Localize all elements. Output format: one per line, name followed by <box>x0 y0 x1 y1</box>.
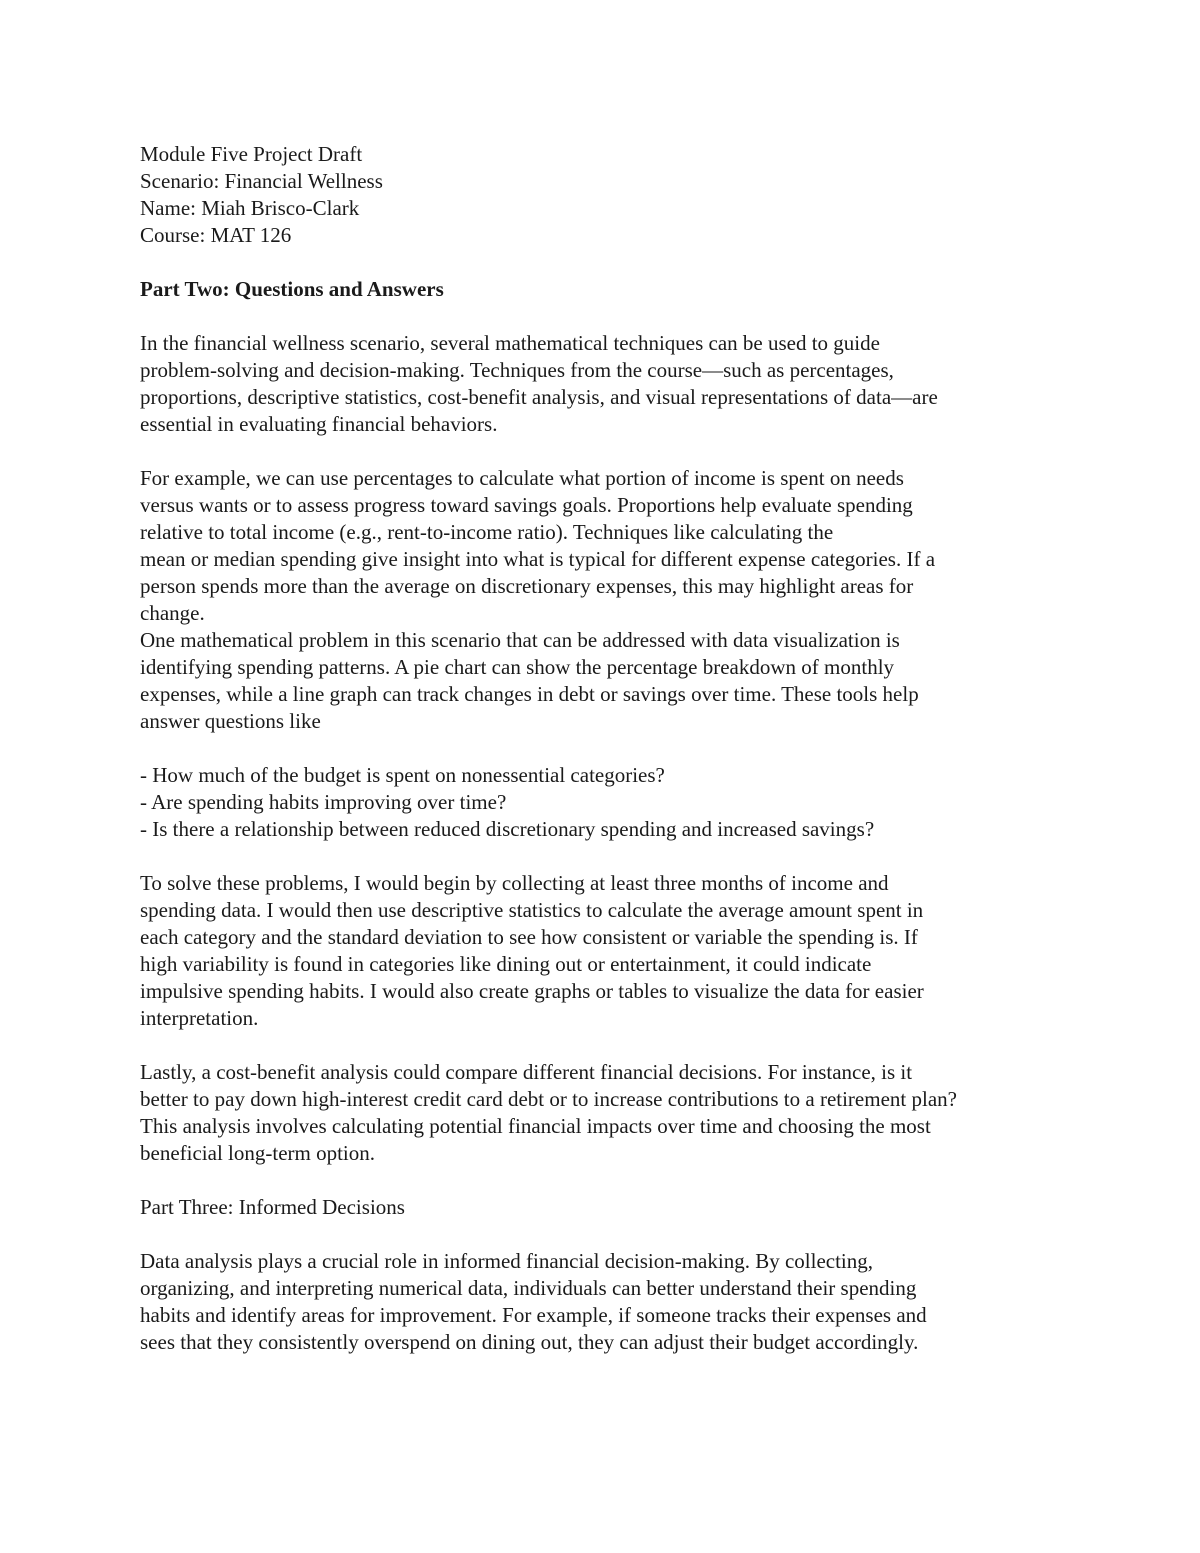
author-name-line: Name: Miah Brisco-Clark <box>140 196 360 220</box>
text-line: identifying spending patterns. A pie chart can show the percentage breakdown of monthly <box>140 655 895 679</box>
text-line: Lastly, a cost-benefit analysis could compare different financial decisions. For instance, is it <box>140 1060 913 1084</box>
text-line: In the financial wellness scenario, several mathematical techniques can be used to guide <box>140 331 880 355</box>
text-line: organizing, and interpreting numerical data, individuals can better understand their spending <box>140 1276 917 1300</box>
text-line: expenses, while a line graph can track changes in debt or savings over time. These tools help <box>140 682 919 706</box>
text-line: mean or median spending give insight into what is typical for different expense categories. If a <box>140 547 936 571</box>
part-three-heading: Part Three: Informed Decisions <box>140 1195 405 1219</box>
text-line: habits and identify areas for improvement. For example, if someone tracks their expenses and <box>140 1303 927 1327</box>
spacer <box>140 1221 1060 1248</box>
spacer <box>140 1032 1060 1059</box>
text-line: each category and the standard deviation to see how consistent or variable the spending is. If <box>140 925 918 949</box>
text-line: change. <box>140 601 205 625</box>
text-line: proportions, descriptive statistics, cost-benefit analysis, and visual representations of data—are <box>140 385 938 409</box>
text-line: essential in evaluating financial behaviors. <box>140 412 498 436</box>
text-line: answer questions like <box>140 709 321 733</box>
text-line: This analysis involves calculating potential financial impacts over time and choosing the most <box>140 1114 931 1138</box>
paragraph-visualization <box>140 627 1060 735</box>
paragraph-cost-benefit <box>140 1059 1060 1167</box>
text-line: For example, we can use percentages to calculate what portion of income is spent on needs <box>140 466 904 490</box>
document-title: Module Five Project Draft <box>140 142 363 166</box>
part-two-heading: Part Two: Questions and Answers <box>140 277 444 301</box>
text-line: interpretation. <box>140 1006 259 1030</box>
header-block <box>140 141 1060 249</box>
text-line: high variability is found in categories like dining out or entertainment, it could indicate <box>140 952 872 976</box>
text-line: spending data. I would then use descriptive statistics to calculate the average amount spent in <box>140 898 924 922</box>
questions-list <box>140 762 1060 843</box>
spacer <box>140 1167 1060 1194</box>
paragraph-example <box>140 465 1060 627</box>
spacer <box>140 843 1060 870</box>
text-line: versus wants or to assess progress toward savings goals. Proportions help evaluate spending <box>140 493 913 517</box>
text-line: One mathematical problem in this scenario that can be addressed with data visualization is <box>140 628 900 652</box>
spacer <box>140 249 1060 276</box>
spacer <box>140 438 1060 465</box>
text-line: problem-solving and decision-making. Techniques from the course—such as percentages, <box>140 358 894 382</box>
text-line: impulsive spending habits. I would also create graphs or tables to visualize the data for easier <box>140 979 924 1003</box>
text-line: better to pay down high-interest credit card debt or to increase contributions to a retirement plan? <box>140 1087 957 1111</box>
paragraph-techniques <box>140 330 1060 438</box>
list-item: - Is there a relationship between reduced discretionary spending and increased savings? <box>140 817 875 841</box>
scenario-line: Scenario: Financial Wellness <box>140 169 383 193</box>
text-line: Data analysis plays a crucial role in informed financial decision-making. By collecting, <box>140 1249 874 1273</box>
text-line: sees that they consistently overspend on dining out, they can adjust their budget accordingly. <box>140 1330 919 1354</box>
spacer <box>140 735 1060 762</box>
text-line: To solve these problems, I would begin by collecting at least three months of income and <box>140 871 889 895</box>
course-line: Course: MAT 126 <box>140 223 292 247</box>
text-line: beneficial long-term option. <box>140 1141 376 1165</box>
paragraph-data-analysis <box>140 1248 1060 1356</box>
text-line: person spends more than the average on discretionary expenses, this may highlight areas for <box>140 574 914 598</box>
list-item: - How much of the budget is spent on nonessential categories? <box>140 763 665 787</box>
list-item: - Are spending habits improving over time? <box>140 790 507 814</box>
paragraph-solve <box>140 870 1060 1032</box>
document-body <box>140 141 1060 1356</box>
spacer <box>140 303 1060 330</box>
text-line: relative to total income (e.g., rent-to-income ratio). Techniques like calculating the <box>140 520 834 544</box>
